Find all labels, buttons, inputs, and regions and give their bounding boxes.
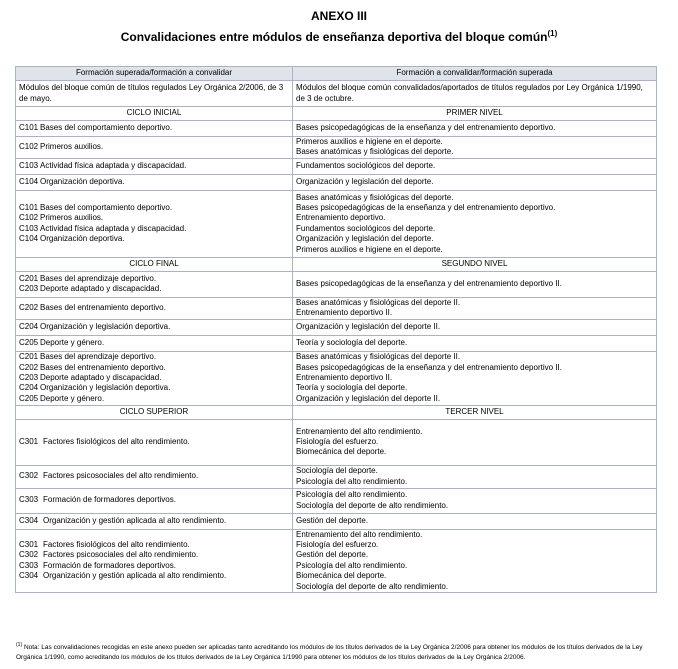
module-cell: [16, 121, 293, 137]
module-cell: [16, 419, 293, 465]
module-name: Bases del aprendizaje deportivo.: [40, 352, 157, 362]
module-name: Factores fisiológicos del alto rendimiento.: [43, 436, 190, 446]
module-line: [19, 394, 289, 404]
module-line: [19, 177, 289, 187]
module-name: Bases del comportamiento deportivo.: [40, 203, 173, 212]
module-cell: [16, 158, 293, 174]
module-name: Deporte y género.: [40, 393, 105, 403]
table-row: [16, 174, 657, 190]
module-line: [19, 284, 289, 294]
module-cell: [16, 190, 293, 257]
equivalent-cell: [293, 513, 657, 529]
module-line: [19, 213, 289, 223]
module-name: Organización y gestión aplicada al alto rendimiento.: [43, 571, 227, 581]
section-title-left: CICLO SUPERIOR: [16, 405, 293, 419]
module-name: Bases del aprendizaje deportivo.: [40, 273, 157, 283]
equivalent-cell: [293, 335, 657, 351]
module-code: C204: [19, 321, 39, 331]
equivalent-module: Bases anatómicas y fisiológicas del deporte II.: [296, 297, 461, 307]
module-line: [19, 383, 289, 393]
module-name: Organización y legislación deportiva.: [40, 383, 171, 393]
module-name: Formación de formadores deportivos.: [43, 495, 176, 505]
equivalent-module: Fisiología del esfuerzo.: [296, 540, 379, 550]
header-right: Formación a convalidar/formación superada: [293, 67, 657, 81]
footnote: [16, 640, 664, 663]
module-line: [19, 338, 289, 348]
module-code: C201: [19, 352, 39, 362]
module-name: Organización deportiva.: [40, 234, 125, 244]
section-header-row: [16, 405, 657, 419]
equivalent-module: Sociología del deporte de alto rendimiento.: [296, 581, 449, 591]
equivalent-module: Psicología del alto rendimiento.: [296, 490, 408, 500]
table-row: [16, 465, 657, 488]
module-name: Organización y legislación deportiva.: [40, 321, 171, 331]
equivalent-cell: [293, 319, 657, 335]
module-name: Bases del entrenamiento deportivo.: [40, 362, 166, 372]
module-code: C203: [19, 284, 39, 294]
equivalent-module: Organización y legislación del deporte II.: [296, 321, 441, 331]
equivalent-module: Organización y legislación del deporte.: [296, 234, 434, 244]
table-row: [16, 335, 657, 351]
table-row: [16, 121, 657, 137]
module-name: Actividad física adaptada y discapacidad.: [40, 223, 187, 233]
equivalent-cell: [293, 271, 657, 297]
module-cell: [16, 488, 293, 513]
module-line: [19, 203, 289, 213]
footnote-text: Nota: Las convalidaciones recogidas en este anexo pueden ser aplicadas tanto acreditando los módulos de los títulos derivados de la Ley Orgánica 2/2006 para obtener los módulos de los títulos derivados de la Ley Orgánica 1/1990, como acreditando los módulos de los títulos derivados de la Ley Orgánica 1/1990 para obtener los módulos de los títulos derivados de la Ley Orgánica 2/2006.: [16, 644, 643, 662]
header-left: Formación superada/formación a convalidar: [16, 67, 293, 81]
convalidation-table: [15, 66, 657, 593]
table-row: [16, 419, 657, 465]
module-line: [19, 373, 289, 383]
table-row: [16, 513, 657, 529]
module-line: [19, 123, 289, 133]
module-name: Actividad física adaptada y discapacidad.: [40, 161, 187, 171]
equivalent-module: Primeros auxilios e higiene en el deporte.: [296, 244, 443, 254]
equivalent-cell: [293, 465, 657, 488]
table-row: [16, 137, 657, 159]
module-name: Bases del entrenamiento deportivo.: [40, 303, 166, 313]
module-code: C301: [19, 436, 39, 446]
section-header-row: [16, 107, 657, 121]
module-code: C102: [19, 142, 39, 152]
intro-left: Módulos del bloque común de títulos regulados Ley Orgánica 2/2006, de 3 de mayo.: [16, 81, 293, 107]
module-line: [19, 303, 289, 313]
module-cell: [16, 351, 293, 405]
section-title-left: CICLO INICIAL: [16, 107, 293, 121]
equivalent-module: Entrenamiento del alto rendimiento.: [296, 426, 423, 436]
module-code: C303: [19, 560, 39, 570]
module-name: Organización y gestión aplicada al alto rendimiento.: [43, 515, 227, 525]
table-header-row: [16, 67, 657, 81]
module-line: [19, 352, 289, 362]
equivalent-module: Primeros auxilios e higiene en el deporte.: [296, 137, 443, 146]
module-line: [19, 495, 289, 505]
module-line: [19, 471, 289, 481]
module-line: [19, 550, 289, 560]
equivalent-module: Gestión del deporte.: [296, 515, 369, 525]
module-cell: [16, 137, 293, 159]
module-cell: [16, 529, 293, 592]
equivalent-module: Bases psicopedagógicas de la enseñanza y del entrenamiento deportivo II.: [296, 362, 562, 372]
module-code: C202: [19, 362, 39, 372]
equivalent-cell: [293, 488, 657, 513]
equivalent-module: Sociología del deporte de alto rendimiento.: [296, 500, 449, 510]
equivalent-module: Biomecánica del deporte.: [296, 571, 387, 581]
equivalent-module: Entrenamiento del alto rendimiento.: [296, 529, 423, 539]
equivalent-module: Gestión del deporte.: [296, 550, 369, 560]
equivalent-cell: [293, 121, 657, 137]
module-line: [19, 224, 289, 234]
equivalent-module: Bases psicopedagógicas de la enseñanza y del entrenamiento deportivo II.: [296, 279, 562, 289]
equivalent-module: Biomecánica del deporte.: [296, 447, 387, 457]
module-code: C104: [19, 177, 39, 187]
module-name: Formación de formadores deportivos.: [43, 560, 176, 570]
equivalent-cell: [293, 529, 657, 592]
module-line: [19, 363, 289, 373]
module-name: Deporte adaptado y discapacidad.: [40, 284, 162, 294]
module-code: C101: [19, 203, 39, 212]
table-row: [16, 190, 657, 257]
table-row: [16, 158, 657, 174]
equivalent-cell: [293, 297, 657, 319]
module-code: C304: [19, 515, 39, 525]
module-cell: [16, 335, 293, 351]
subtitle-text: Convalidaciones entre módulos de enseñanza deportiva del bloque común: [120, 30, 548, 44]
module-cell: [16, 465, 293, 488]
equivalent-cell: [293, 351, 657, 405]
table-body: [16, 81, 657, 593]
section-title-right: PRIMER NIVEL: [293, 107, 657, 121]
equivalent-module: Sociología del deporte.: [296, 466, 378, 476]
table-row: [16, 351, 657, 405]
section-title-left: CICLO FINAL: [16, 257, 293, 271]
module-code: C103: [19, 223, 39, 233]
module-line: [19, 142, 289, 152]
module-code: C205: [19, 337, 39, 347]
equivalent-module: Organización y legislación del deporte.: [296, 177, 434, 187]
equivalent-module: Fundamentos sociológicos del deporte.: [296, 161, 436, 171]
module-code: C104: [19, 234, 39, 244]
equivalent-cell: [293, 419, 657, 465]
module-code: C101: [19, 123, 39, 133]
module-code: C302: [19, 471, 39, 481]
module-code: C204: [19, 383, 39, 393]
intro-row: [16, 81, 657, 107]
module-code: C201: [19, 273, 39, 283]
intro-right: Módulos del bloque común convalidados/aportados de títulos regulados por Ley Orgánica 1/1990, de 3 de octubre.: [293, 81, 657, 107]
module-code: C202: [19, 303, 39, 313]
module-code: C103: [19, 161, 39, 171]
module-name: Organización deportiva.: [40, 177, 125, 187]
module-code: C205: [19, 393, 39, 403]
table-row: [16, 488, 657, 513]
equivalent-cell: [293, 137, 657, 159]
module-cell: [16, 513, 293, 529]
equivalent-module: Fisiología del esfuerzo.: [296, 436, 379, 446]
equivalent-module: Teoría y sociología del deporte.: [296, 337, 408, 347]
section-title-right: SEGUNDO NIVEL: [293, 257, 657, 271]
module-name: Factores fisiológicos del alto rendimiento.: [43, 540, 190, 550]
equivalent-module: Bases anatómicas y fisiológicas del deporte II.: [296, 352, 461, 362]
equivalent-module: Organización y legislación del deporte II.: [296, 393, 441, 403]
table-row: [16, 271, 657, 297]
equivalent-module: Entrenamiento deportivo.: [296, 213, 386, 223]
module-code: C301: [19, 540, 39, 550]
module-line: [19, 234, 289, 244]
footnote-ref: (1): [16, 642, 23, 648]
equivalent-module: Bases psicopedagógicas de la enseñanza y del entrenamiento deportivo.: [296, 123, 556, 133]
module-name: Deporte y género.: [40, 337, 105, 347]
module-cell: [16, 174, 293, 190]
module-code: C304: [19, 571, 39, 581]
equivalent-cell: [293, 190, 657, 257]
module-line: [19, 322, 289, 332]
module-code: C203: [19, 372, 39, 382]
module-line: [19, 437, 289, 447]
module-name: Factores psicosociales del alto rendimiento.: [43, 471, 199, 481]
section-header-row: [16, 257, 657, 271]
module-name: Deporte adaptado y discapacidad.: [40, 372, 162, 382]
subtitle-footnote-ref: (1): [547, 29, 558, 38]
module-line: [19, 571, 289, 581]
section-title-right: TERCER NIVEL: [293, 405, 657, 419]
module-line: [19, 516, 289, 526]
equivalent-module: Teoría y sociología del deporte.: [296, 383, 408, 393]
module-line: [19, 274, 289, 284]
equivalent-module: Psicología del alto rendimiento.: [296, 476, 408, 486]
equivalent-cell: [293, 158, 657, 174]
equivalent-module: Fundamentos sociológicos del deporte.: [296, 223, 436, 233]
table-row: [16, 529, 657, 592]
equivalent-module: Psicología del alto rendimiento.: [296, 560, 408, 570]
equivalent-module: Entrenamiento deportivo II.: [296, 372, 393, 382]
module-name: Primeros auxilios.: [40, 213, 104, 223]
annex-title: ANEXO III: [310, 9, 367, 23]
module-code: C303: [19, 495, 39, 505]
module-line: [19, 161, 289, 171]
module-name: Primeros auxilios.: [40, 142, 104, 152]
annex-subtitle: [0, 29, 678, 44]
equivalent-module: Bases anatómicas y fisiológicas del deporte.: [296, 192, 454, 202]
module-code: C302: [19, 550, 39, 560]
table-row: [16, 319, 657, 335]
module-code: C102: [19, 213, 39, 223]
module-cell: [16, 271, 293, 297]
equivalent-cell: [293, 174, 657, 190]
module-name: Factores psicosociales del alto rendimiento.: [43, 550, 199, 560]
equivalent-module: Bases psicopedagógicas de la enseñanza y del entrenamiento deportivo.: [296, 203, 556, 212]
equivalent-module: Entrenamiento deportivo II.: [296, 308, 393, 318]
module-line: [19, 561, 289, 571]
module-name: Bases del comportamiento deportivo.: [40, 123, 173, 133]
module-line: [19, 540, 289, 550]
module-cell: [16, 319, 293, 335]
equivalent-module: Bases anatómicas y fisiológicas del deporte.: [296, 147, 454, 157]
module-cell: [16, 297, 293, 319]
table-row: [16, 297, 657, 319]
